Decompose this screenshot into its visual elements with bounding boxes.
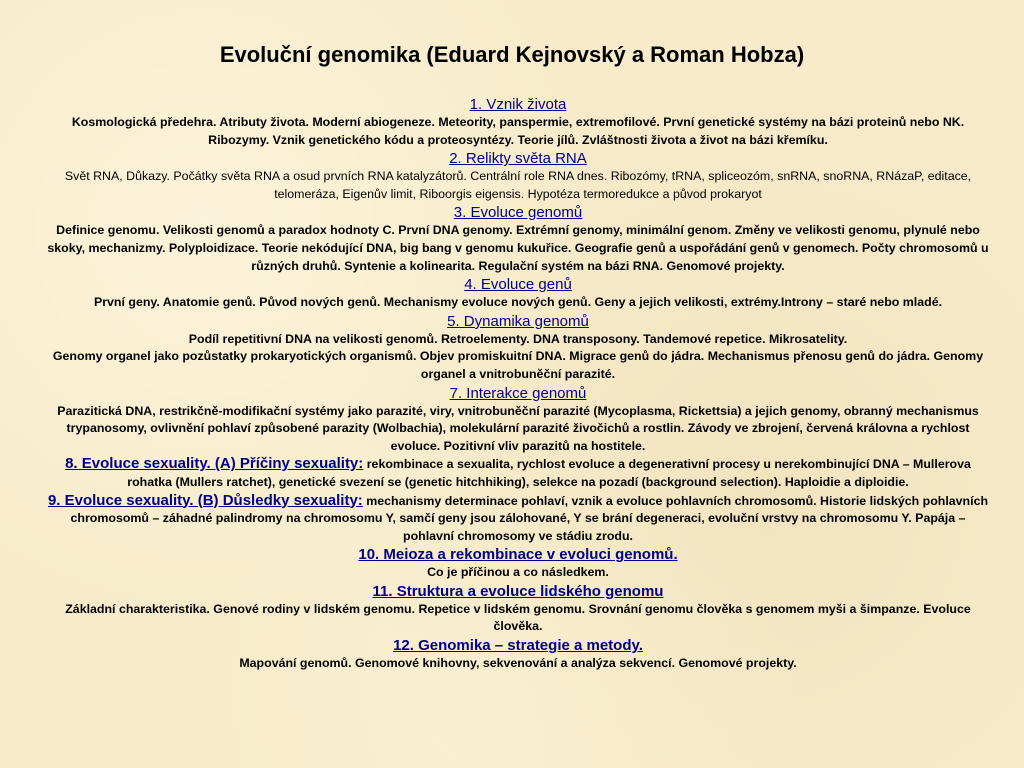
section-4 <box>46 275 990 312</box>
section-5 <box>46 312 990 384</box>
section-12 <box>46 636 990 673</box>
section-text: mechanismy determinace pohlaví, vznik a evoluce pohlavních chromosomů. Historie lidských pohlavních chromosomů – záhadné palindromy na chromosomu Y, samčí geny jsou zálohované, Y se brání degeneraci, evoluční vrstvy na chromosomu Y. Papája – pohlavní chromosomy ve stádiu zrodu. <box>70 493 989 543</box>
section-text: První geny. Anatomie genů. Původ nových genů. Mechanismy evoluce nových genů. Geny a jejich velikosti, extrémy.Introny – staré nebo mladé. <box>93 295 943 310</box>
section-1 <box>46 95 990 149</box>
section-heading: 4. Evoluce genů <box>464 276 572 294</box>
section-text: Parazitická DNA, restrikčně-modifikační systémy jako parazité, viry, vnitrobuněční parazité (Mycoplasma, Rickettsia) a jejich genomy, obranný mechanismus trypanosomy, ovlivnění pohlaví způsobené parazity (Wolbachia), molekulární parazité živočichů a rostlin. Závody ve zbrojení, červená královna a rychlost evoluce. Pozitivní vliv parazitů na hostitele. <box>57 403 979 453</box>
section-heading: 7. Interakce genomů <box>449 384 587 402</box>
section-7 <box>46 384 990 456</box>
page-title: Evoluční genomika (Eduard Kejnovský a Roman Hobza) <box>219 42 805 67</box>
section-3 <box>46 203 990 275</box>
section-text: Základní charakteristika. Genové rodiny v lidském genomu. Repetice v lidském genomu. Srovnání genomu člověka s genomem myši a šimpanze. Evoluce člověka. <box>65 601 971 634</box>
section-text: Kosmologická předehra. Atributy života. Moderní abiogeneze. Meteority, panspermie, extremofilové. První genetické systémy na bázi proteinů nebo NK. Ribozymy. Vznik genetického kódu a proteosyntézy. Teorie jílů. Zvláštnosti života a život na bázi křemíku. <box>71 115 965 147</box>
section-text: Mapování genomů. Genomové knihovny, sekvenování a analýza sekvencí. Genomové projekty. <box>239 656 797 671</box>
section-text: Co je příčinou a co následkem. <box>427 565 609 580</box>
section-heading: 5. Dynamika genomů <box>447 312 589 330</box>
section-heading: 8. Evoluce sexuality. (A) Příčiny sexuality: <box>65 455 364 473</box>
section-text: Svět RNA, Důkazy. Počátky světa RNA a osud prvních RNA katalyzátorů. Centrální role RNA dnes. Ribozómy, tRNA, spliceozóm, snRNA, snoRNA, RNázaP, editace, telomeráza, Eigenův limit, Riboorgis eigensis. Hypotéza termoredukce a původ prokaryot <box>64 169 972 201</box>
section-text-2: Genomy organel jako pozůstatky prokaryotických organismů. Objev promiskuitní DNA. Migrace genů do jádra. Mechanismus přenosu genů do jádra. Genomy organel a vnitrobuněční parazité. <box>52 349 984 381</box>
section-heading: 9. Evoluce sexuality. (B) Důsledky sexuality: <box>47 491 363 509</box>
section-heading: 12. Genomika – strategie a metody. <box>393 637 643 655</box>
section-heading: 1. Vznik života <box>469 96 567 113</box>
section-text: rekombinace a sexualita, rychlost evoluce a degenerativní procesy u nerekombinující DNA – Mullerova rohatka (Mullers ratchet), genetické svezení se (genetic hitchhiking), selekce na pozadí (background selection). Haploidie a diploidie. <box>127 457 971 489</box>
syllabus-content <box>46 95 990 673</box>
section-10 <box>46 545 990 582</box>
section-heading: 3. Evoluce genomů <box>453 204 583 222</box>
section-2 <box>46 149 990 203</box>
section-heading: 2. Relikty světa RNA <box>449 150 587 168</box>
section-heading: 11. Struktura a evoluce lidského genomu <box>372 582 664 600</box>
section-text: Definice genomu. Velikosti genomů a paradox hodnoty C. První DNA genomy. Extrémní genomy, minimální genom. Změny ve velikosti genomu, plynulé nebo skoky, mechanizmy. Polyploidizace. Teorie nekódující DNA, big bang v genomu kukuřice. Geografie genů a uspořádání genů v genomech. Počty chromosomů u různých druhů. Syntenie a kolinearita. Regulační systém na bázi RNA. Genomové projekty. <box>47 223 989 273</box>
section-heading: 10. Meioza a rekombinace v evoluci genomů. <box>358 546 678 564</box>
section-11 <box>46 582 990 636</box>
section-8 <box>46 455 990 491</box>
section-text: Podíl repetitivní DNA na velikosti genomů. Retroelementy. DNA transposony. Tandemové repetice. Mikrosatelity. <box>188 331 848 346</box>
section-9 <box>46 492 990 546</box>
